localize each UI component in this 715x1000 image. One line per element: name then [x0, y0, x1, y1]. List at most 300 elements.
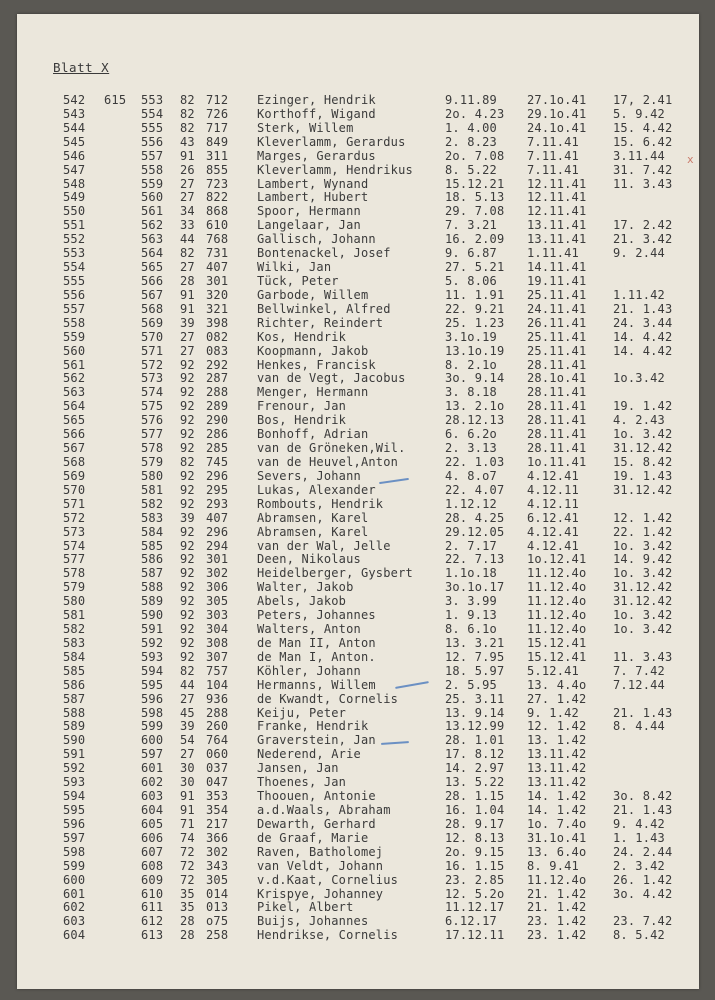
row-birth-date: 8. 6.1o — [445, 622, 497, 637]
row-entry-date: 14.11.41 — [527, 260, 587, 275]
row-code-c: 731 — [206, 246, 229, 261]
table-row — [17, 874, 699, 888]
row-exit-date: 2. 3.42 — [613, 858, 665, 873]
table-row — [17, 386, 699, 400]
row-birth-date: 16. 2.09 — [445, 232, 505, 247]
row-number-a: 582 — [141, 496, 164, 511]
table-row — [17, 623, 699, 637]
row-number-a: 589 — [141, 594, 164, 609]
row-number: 587 — [63, 691, 86, 706]
row-number: 603 — [63, 914, 86, 929]
row-code-c: 822 — [206, 190, 229, 205]
row-exit-date: 26. 1.42 — [613, 872, 673, 887]
row-birth-date: 6. 6.2o — [445, 427, 497, 442]
table-row — [17, 205, 699, 219]
row-name: Graverstein, Jan — [257, 733, 376, 748]
table-row — [17, 233, 699, 247]
row-code-c: 717 — [206, 120, 229, 135]
row-code-c: 407 — [206, 260, 229, 275]
row-number: 583 — [63, 635, 86, 650]
row-number-a: 603 — [141, 789, 164, 804]
table-row — [17, 275, 699, 289]
row-entry-date: 6.12.41 — [527, 510, 579, 525]
row-birth-date: 2. 3.13 — [445, 441, 497, 456]
row-number-a: 572 — [141, 357, 164, 372]
row-name: Jansen, Jan — [257, 761, 339, 776]
row-exit-date: 23. 7.42 — [613, 914, 673, 929]
row-birth-date: 28. 9.17 — [445, 816, 505, 831]
row-number-a: 576 — [141, 413, 164, 428]
row-name: Walters, Anton — [257, 622, 361, 637]
row-extra-number: 615 — [104, 93, 127, 107]
row-code-c: 307 — [206, 649, 229, 664]
row-number: 557 — [63, 301, 86, 316]
row-number-a: 600 — [141, 733, 164, 748]
row-code-c: 304 — [206, 622, 229, 637]
row-exit-date: 1o. 3.42 — [613, 622, 673, 637]
row-name: Bos, Hendrik — [257, 413, 347, 428]
row-number: 588 — [63, 705, 86, 720]
row-name: de Graaf, Marie — [257, 830, 369, 845]
row-name: Richter, Reindert — [257, 315, 384, 330]
row-number-a: 567 — [141, 287, 164, 302]
row-number: 555 — [63, 273, 86, 288]
row-entry-date: 24.1o.41 — [527, 120, 587, 135]
row-entry-date: 21. 1.42 — [527, 900, 587, 915]
row-name: Hendrikse, Cornelis — [257, 928, 399, 943]
row-birth-date: 17.12.11 — [445, 928, 505, 943]
row-birth-date: 1. 4.00 — [445, 120, 497, 135]
row-number: 568 — [63, 454, 86, 469]
row-birth-date: 3. 8.18 — [445, 385, 497, 400]
row-entry-date: 7.11.41 — [527, 134, 579, 149]
row-number-a: 608 — [141, 858, 164, 873]
row-code-b: 71 — [180, 816, 195, 831]
row-name: Thoouen, Antonie — [257, 789, 376, 804]
row-code-b: 92 — [180, 413, 195, 428]
table-row — [17, 456, 699, 470]
table-row — [17, 818, 699, 832]
row-entry-date: 1.11.41 — [527, 246, 579, 261]
row-name: van der Wal, Jelle — [257, 538, 391, 553]
row-exit-date: 31.12.42 — [613, 482, 673, 497]
row-exit-date: 17, 2.41 — [613, 93, 673, 107]
row-code-b: 92 — [180, 482, 195, 497]
row-code-c: 082 — [206, 329, 229, 344]
row-birth-date: 15.12.21 — [445, 176, 505, 191]
row-entry-date: 25.11.41 — [527, 329, 587, 344]
row-code-c: 014 — [206, 886, 229, 901]
row-code-b: 92 — [180, 385, 195, 400]
row-number: 549 — [63, 190, 86, 205]
row-birth-date: 9. 6.87 — [445, 246, 497, 261]
row-number-a: 588 — [141, 580, 164, 595]
row-entry-date: 27.1o.41 — [527, 93, 587, 107]
row-birth-date: 2. 7.17 — [445, 538, 497, 553]
row-entry-date: 13.11.41 — [527, 232, 587, 247]
row-entry-date: 28.11.41 — [527, 413, 587, 428]
row-birth-date: 7. 3.21 — [445, 218, 497, 233]
row-number: 554 — [63, 260, 86, 275]
row-name: Deen, Nikolaus — [257, 552, 361, 567]
row-birth-date: 1. 9.13 — [445, 608, 497, 623]
row-code-b: 27 — [180, 747, 195, 762]
row-entry-date: 4.12.41 — [527, 524, 579, 539]
row-birth-date: 18. 5.97 — [445, 663, 505, 678]
row-exit-date: 14. 4.42 — [613, 329, 673, 344]
row-birth-date: 22. 7.13 — [445, 552, 505, 567]
row-number: 590 — [63, 733, 86, 748]
row-code-b: 28 — [180, 273, 195, 288]
row-birth-date: 1.12.12 — [445, 496, 497, 511]
row-number: 598 — [63, 844, 86, 859]
row-number-a: 613 — [141, 928, 164, 943]
table-row — [17, 247, 699, 261]
row-name: Buijs, Johannes — [257, 914, 369, 929]
row-number-a: 575 — [141, 399, 164, 414]
row-entry-date: 25.11.41 — [527, 287, 587, 302]
row-name: Koopmann, Jakob — [257, 343, 369, 358]
table-row — [17, 846, 699, 860]
row-birth-date: 25. 1.23 — [445, 315, 505, 330]
row-name: Lambert, Hubert — [257, 190, 369, 205]
row-number-a: 607 — [141, 844, 164, 859]
row-name: de Man I, Anton. — [257, 649, 376, 664]
row-code-b: 35 — [180, 886, 195, 901]
row-code-c: 305 — [206, 594, 229, 609]
row-code-c: 321 — [206, 301, 229, 316]
row-entry-date: 1o.12.41 — [527, 552, 587, 567]
row-code-b: 39 — [180, 315, 195, 330]
row-birth-date: 2o. 7.08 — [445, 148, 505, 163]
row-number: 596 — [63, 816, 86, 831]
row-entry-date: 14. 1.42 — [527, 803, 587, 818]
sheet-title: Blatt X — [53, 60, 110, 75]
table-row — [17, 707, 699, 721]
row-name: a.d.Waals, Abraham — [257, 803, 391, 818]
row-code-c: 407 — [206, 510, 229, 525]
row-code-b: 91 — [180, 301, 195, 316]
row-code-b: 92 — [180, 357, 195, 372]
row-birth-date: 6.12.17 — [445, 914, 497, 929]
row-name: Pikel, Albert — [257, 900, 354, 915]
table-row — [17, 442, 699, 456]
row-code-c: 745 — [206, 454, 229, 469]
row-number-a: 581 — [141, 482, 164, 497]
row-code-c: 104 — [206, 677, 229, 692]
row-number-a: 598 — [141, 705, 164, 720]
row-birth-date: 12. 8.13 — [445, 830, 505, 845]
row-entry-date: 29.1o.41 — [527, 106, 587, 121]
row-entry-date: 26.11.41 — [527, 315, 587, 330]
row-entry-date: 8. 9.41 — [527, 858, 579, 873]
row-code-b: 34 — [180, 204, 195, 219]
row-exit-date: 3o. 8.42 — [613, 789, 673, 804]
row-entry-date: 13. 1.42 — [527, 733, 587, 748]
row-entry-date: 15.12.41 — [527, 635, 587, 650]
table-row — [17, 901, 699, 915]
row-code-c: 308 — [206, 635, 229, 650]
row-name: Bellwinkel, Alfred — [257, 301, 391, 316]
row-number-a: 584 — [141, 524, 164, 539]
row-number-a: 557 — [141, 148, 164, 163]
row-code-b: 92 — [180, 622, 195, 637]
row-birth-date: 3.1o.19 — [445, 329, 497, 344]
row-entry-date: 15.12.41 — [527, 649, 587, 664]
row-code-c: 343 — [206, 858, 229, 873]
row-code-c: 306 — [206, 580, 229, 595]
row-entry-date: 11.12.4o — [527, 872, 587, 887]
table-row — [17, 860, 699, 874]
row-number: 592 — [63, 761, 86, 776]
row-number: 571 — [63, 496, 86, 511]
table-row — [17, 428, 699, 442]
table-row — [17, 136, 699, 150]
row-entry-date: 23. 1.42 — [527, 914, 587, 929]
row-code-b: 91 — [180, 803, 195, 818]
row-number: 601 — [63, 886, 86, 901]
table-row — [17, 748, 699, 762]
row-name: Bonhoff, Adrian — [257, 427, 369, 442]
row-number-a: 586 — [141, 552, 164, 567]
row-entry-date: 28.11.41 — [527, 427, 587, 442]
row-number: 584 — [63, 649, 86, 664]
row-number-a: 594 — [141, 663, 164, 678]
row-number: 562 — [63, 371, 86, 386]
row-code-b: 92 — [180, 608, 195, 623]
row-name: de Kwandt, Cornelis — [257, 691, 399, 706]
row-code-b: 92 — [180, 427, 195, 442]
row-name: Peters, Johannes — [257, 608, 376, 623]
row-number-a: 573 — [141, 371, 164, 386]
row-number-a: 592 — [141, 635, 164, 650]
row-code-b: 82 — [180, 663, 195, 678]
row-exit-date: 21. 1.43 — [613, 705, 673, 720]
row-entry-date: 13.11.42 — [527, 775, 587, 790]
row-code-b: 28 — [180, 914, 195, 929]
row-birth-date: 22. 1.03 — [445, 454, 505, 469]
row-code-b: 30 — [180, 761, 195, 776]
row-entry-date: 13.11.41 — [527, 218, 587, 233]
table-row — [17, 567, 699, 581]
row-number: 542 — [63, 93, 86, 107]
row-number-a: 566 — [141, 273, 164, 288]
row-birth-date: 2. 5.95 — [445, 677, 497, 692]
row-exit-date: 8. 4.44 — [613, 719, 665, 734]
row-birth-date: 2o. 9.15 — [445, 844, 505, 859]
row-code-b: 27 — [180, 691, 195, 706]
row-code-c: 311 — [206, 148, 229, 163]
row-exit-date: 1. 1.43 — [613, 830, 665, 845]
row-entry-date: 11.12.4o — [527, 580, 587, 595]
row-birth-date: 3o.1o.17 — [445, 580, 505, 595]
table-row — [17, 651, 699, 665]
row-code-b: 27 — [180, 190, 195, 205]
row-number-a: 568 — [141, 301, 164, 316]
row-number: 558 — [63, 315, 86, 330]
row-number: 543 — [63, 106, 86, 121]
row-code-b: 92 — [180, 580, 195, 595]
row-number-a: 563 — [141, 232, 164, 247]
row-number: 556 — [63, 287, 86, 302]
row-exit-date: 24. 3.44 — [613, 315, 673, 330]
row-number: 578 — [63, 566, 86, 581]
row-birth-date: 3. 3.99 — [445, 594, 497, 609]
row-code-b: 82 — [180, 454, 195, 469]
table-row — [17, 929, 699, 943]
row-name: van de Gröneken,Wil. — [257, 441, 406, 456]
row-number: 566 — [63, 427, 86, 442]
row-name: Lambert, Wynand — [257, 176, 369, 191]
table-row — [17, 108, 699, 122]
row-name: Abramsen, Karel — [257, 524, 369, 539]
row-birth-date: 2o. 4.23 — [445, 106, 505, 121]
row-number-a: 611 — [141, 900, 164, 915]
row-name: Langelaar, Jan — [257, 218, 361, 233]
row-code-b: 44 — [180, 677, 195, 692]
row-birth-date: 13. 9.14 — [445, 705, 505, 720]
row-entry-date: 4.12.11 — [527, 496, 579, 511]
row-entry-date: 13.11.42 — [527, 747, 587, 762]
row-number: 546 — [63, 148, 86, 163]
row-number: 564 — [63, 399, 86, 414]
row-birth-date: 17. 8.12 — [445, 747, 505, 762]
row-number: 570 — [63, 482, 86, 497]
row-entry-date: 23. 1.42 — [527, 928, 587, 943]
row-number-a: 604 — [141, 803, 164, 818]
row-birth-date: 12. 5.2o — [445, 886, 505, 901]
table-row — [17, 303, 699, 317]
row-code-b: 91 — [180, 148, 195, 163]
row-code-c: 292 — [206, 357, 229, 372]
row-number: 551 — [63, 218, 86, 233]
row-exit-date: 1o. 3.42 — [613, 538, 673, 553]
row-entry-date: 7.11.41 — [527, 148, 579, 163]
table-row — [17, 888, 699, 902]
table-row — [17, 734, 699, 748]
row-exit-date: 7. 7.42 — [613, 663, 665, 678]
row-code-c: 610 — [206, 218, 229, 233]
row-birth-date: 9.11.89 — [445, 93, 497, 107]
row-birth-date: 11.12.17 — [445, 900, 505, 915]
row-number-a: 596 — [141, 691, 164, 706]
row-number-a: 590 — [141, 608, 164, 623]
row-exit-date: 8. 5.42 — [613, 928, 665, 943]
row-name: Abels, Jakob — [257, 594, 347, 609]
row-number-a: 561 — [141, 204, 164, 219]
row-number-a: 558 — [141, 162, 164, 177]
row-exit-date: 1o.3.42 — [613, 371, 665, 386]
row-birth-date: 25. 3.11 — [445, 691, 505, 706]
row-name: Marges, Gerardus — [257, 148, 376, 163]
row-entry-date: 28.1o.41 — [527, 371, 587, 386]
row-exit-date: 22. 1.42 — [613, 524, 673, 539]
row-entry-date: 14. 1.42 — [527, 789, 587, 804]
row-code-b: 28 — [180, 928, 195, 943]
table-row — [17, 164, 699, 178]
row-exit-date: 14. 4.42 — [613, 343, 673, 358]
row-number: 595 — [63, 803, 86, 818]
row-code-b: 82 — [180, 120, 195, 135]
row-name: Korthoff, Wigand — [257, 106, 376, 121]
row-number: 572 — [63, 510, 86, 525]
row-name: Menger, Hermann — [257, 385, 369, 400]
row-entry-date: 12.11.41 — [527, 204, 587, 219]
row-exit-date: 9. 2.44 — [613, 246, 665, 261]
row-entry-date: 13. 4.4o — [527, 677, 587, 692]
row-code-c: 301 — [206, 552, 229, 567]
row-birth-date: 28. 4.25 — [445, 510, 505, 525]
row-entry-date: 24.11.41 — [527, 301, 587, 316]
row-number: 593 — [63, 775, 86, 790]
row-number: 550 — [63, 204, 86, 219]
row-birth-date: 12. 7.95 — [445, 649, 505, 664]
table-row — [17, 372, 699, 386]
row-exit-date: 21. 1.43 — [613, 301, 673, 316]
row-birth-date: 16. 1.15 — [445, 858, 505, 873]
row-code-c: 301 — [206, 273, 229, 288]
row-code-c: 260 — [206, 719, 229, 734]
row-code-b: 92 — [180, 538, 195, 553]
row-birth-date: 28. 1.15 — [445, 789, 505, 804]
row-code-c: 037 — [206, 761, 229, 776]
row-exit-date: 1.11.42 — [613, 287, 665, 302]
row-name: Abramsen, Karel — [257, 510, 369, 525]
margin-mark: x — [687, 153, 694, 166]
row-number-a: 612 — [141, 914, 164, 929]
row-exit-date: 3o. 4.42 — [613, 886, 673, 901]
row-name: Nederend, Arie — [257, 747, 361, 762]
row-exit-date: 1o. 3.42 — [613, 427, 673, 442]
table-row — [17, 359, 699, 373]
row-number: 565 — [63, 413, 86, 428]
row-number-a: 597 — [141, 747, 164, 762]
row-number-a: 574 — [141, 385, 164, 400]
row-number-a: 601 — [141, 761, 164, 776]
row-number: 560 — [63, 343, 86, 358]
row-code-c: 723 — [206, 176, 229, 191]
row-entry-date: 4.12.41 — [527, 468, 579, 483]
row-name: Kleverlamm, Gerardus — [257, 134, 406, 149]
row-number-a: 565 — [141, 260, 164, 275]
row-entry-date: 1o.11.41 — [527, 454, 587, 469]
row-code-b: 39 — [180, 719, 195, 734]
row-birth-date: 22. 4.07 — [445, 482, 505, 497]
row-code-b: 39 — [180, 510, 195, 525]
table-row — [17, 637, 699, 651]
row-number: 585 — [63, 663, 86, 678]
row-name: Krispye, Johanney — [257, 886, 384, 901]
row-entry-date: 11.12.4o — [527, 594, 587, 609]
table-row — [17, 693, 699, 707]
row-entry-date: 1o. 7.4o — [527, 816, 587, 831]
table-row — [17, 191, 699, 205]
row-code-c: 013 — [206, 900, 229, 915]
row-birth-date: 13.12.99 — [445, 719, 505, 734]
row-code-c: 757 — [206, 663, 229, 678]
row-exit-date: 21. 1.43 — [613, 803, 673, 818]
row-name: van de Heuvel,Anton — [257, 454, 399, 469]
row-code-b: 72 — [180, 872, 195, 887]
row-code-b: 92 — [180, 468, 195, 483]
row-code-c: 303 — [206, 608, 229, 623]
row-name: Franke, Hendrik — [257, 719, 369, 734]
row-number: 548 — [63, 176, 86, 191]
row-code-b: 33 — [180, 218, 195, 233]
row-entry-date: 27. 1.42 — [527, 691, 587, 706]
row-name: Henkes, Francisk — [257, 357, 376, 372]
row-number-a: 564 — [141, 246, 164, 261]
